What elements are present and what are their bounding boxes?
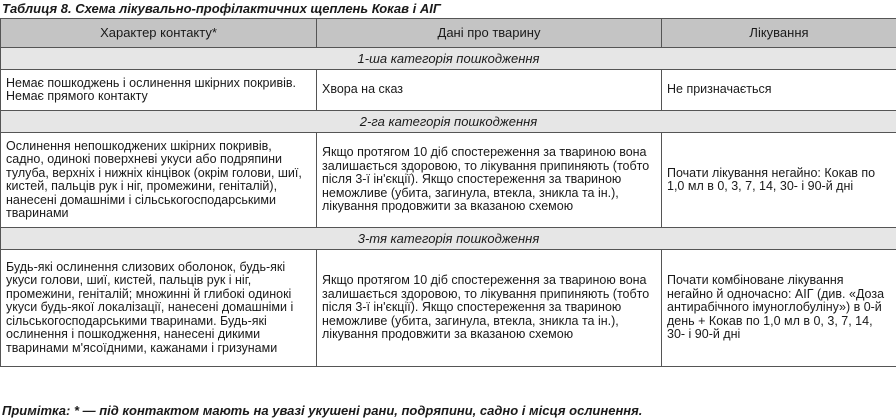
treatment-cell: Почати комбіноване лікування негайно й одночасно: АІГ (див. «Доза антирабічного імуноглобуліну») в 0-й день + Кокав по 1,0 мл в 0, 3, 7, 14, 30- і 90-й дні xyxy=(662,250,896,367)
table-footnote: Примітка: * — під контактом мають на увазі укушені рани, подряпини, садно і місця ослинення. xyxy=(2,403,643,418)
table-row xyxy=(1,250,896,367)
table-row xyxy=(1,70,896,111)
category-row xyxy=(1,48,896,70)
category-row xyxy=(1,228,896,250)
header-animal: Дані про тварину xyxy=(317,19,662,48)
table-row xyxy=(1,133,896,228)
animal-cell: Хвора на сказ xyxy=(317,70,662,111)
category-3-label: 3-тя категорія пошкодження xyxy=(1,228,896,250)
table-caption: Таблиця 8. Схема лікувально-профілактичних щеплень Кокав і АІГ xyxy=(2,1,441,16)
category-2-label: 2-га категорія пошкодження xyxy=(1,111,896,133)
category-1-label: 1-ша категорія пошкодження xyxy=(1,48,896,70)
vaccination-scheme-table xyxy=(0,18,896,367)
treatment-cell: Почати лікування негайно: Кокав по 1,0 мл в 0, 3, 7, 14, 30- і 90-й дні xyxy=(662,133,896,228)
header-contact: Характер контакту* xyxy=(1,19,317,48)
category-row xyxy=(1,111,896,133)
header-treatment: Лікування xyxy=(662,19,896,48)
contact-cell: Будь-які ослинення слизових оболонок, будь-які укуси голови, шиї, кистей, пальців рук і ніг, промежини, геніталій; множинні й глибокі одинокі укуси будь-якої локалізації, нанесені домашніми і сільськогосподарськими тваринами. Будь-які ослинення і пошкодження, нанесені дикими тваринами м'ясоїдними, кажанами і гризунами xyxy=(1,250,317,367)
contact-cell: Ослинення непошкоджених шкірних покривів, садно, одинокі поверхневі укуси або подряпини тулуба, верхніх і нижніх кінцівок (окрім голови, шиї, кистей, пальців рук і ніг, промежини, геніталій), нанесені домашніми і сільськогосподарськими тваринами xyxy=(1,133,317,228)
animal-cell: Якщо протягом 10 діб спостереження за твариною вона залишається здоровою, то лікування припиняють (тобто після 3-ї ін'єкції). Якщо спостереження за твариною неможливе (убита, загинула, втекла, зникла та ін.), лікування продовжити за вказаною схемою xyxy=(317,133,662,228)
treatment-cell: Не призначається xyxy=(662,70,896,111)
animal-cell: Якщо протягом 10 діб спостереження за твариною вона залишається здоровою, то лікування припиняють (тобто після 3-ї ін'єкції). Якщо спостереження за твариною неможливе (убита, загинула, втекла, зникла та ін.), лікування продовжити за вказаною схемою xyxy=(317,250,662,367)
header-row xyxy=(1,19,896,48)
contact-cell: Немає пошкоджень і ослинення шкірних покривів. Немає прямого контакту xyxy=(1,70,317,111)
